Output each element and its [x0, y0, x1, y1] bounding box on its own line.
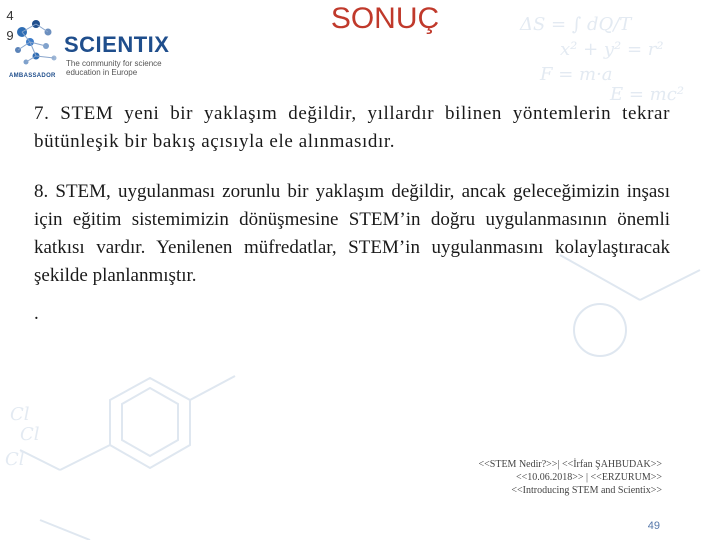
- svg-text:Cl: Cl: [10, 404, 30, 425]
- svg-text:Cl: Cl: [20, 424, 40, 445]
- footer-line: <<Introducing STEM and Scientix>>: [511, 485, 662, 496]
- footer-line: <<10.06.2018>> | <<ERZURUM>>: [515, 472, 662, 483]
- paragraph-8: 8. STEM, uygulanması zorunlu bir yaklaşım değildir, ancak geleceğimizin inşası için eğitim sistemimizin dönüşmesine STEM’in doğru uygulanmasının önemli katkısı vardır. Yenilenen müfredatlar, STEM’in uygulanmasını kolaylaştıracak şekilde planlanmıştır.: [34, 181, 670, 286]
- svg-text:E = mc²: E = mc²: [610, 84, 685, 105]
- logo-tagline: The community for science education in Europe: [66, 59, 162, 77]
- slide-number-top-digit: 4: [6, 8, 14, 23]
- footer-credits: [479, 458, 663, 497]
- slide-number-bottom: 49: [647, 520, 660, 532]
- logo-ambassador-label: AMBASSADOR: [9, 73, 56, 79]
- svg-text:ΔS = ∫ dQ/T: ΔS = ∫ dQ/T: [520, 14, 632, 35]
- svg-text:F = m·a: F = m·a: [540, 64, 613, 85]
- paragraph-7: 7. STEM yeni bir yaklaşım değildir, yıllardır bilinen yöntemlerin tekrar bütünleşik bir bakış açısıyla ele alınmasıdır.: [34, 103, 670, 152]
- slide-number-top-digit: 9: [6, 28, 14, 43]
- svg-text:Cl: Cl: [5, 449, 25, 470]
- logo-wordmark: SCIENTIX: [64, 32, 170, 57]
- svg-text:x² + y² = r²: x² + y² = r²: [560, 39, 664, 60]
- slide-title: SONUÇ: [330, 2, 440, 35]
- footer-line: <<STEM Nedir?>>| <<İrfan ŞAHBUDAK>>: [478, 459, 662, 470]
- slide-body: [34, 100, 670, 328]
- trailing-dot: .: [34, 303, 39, 324]
